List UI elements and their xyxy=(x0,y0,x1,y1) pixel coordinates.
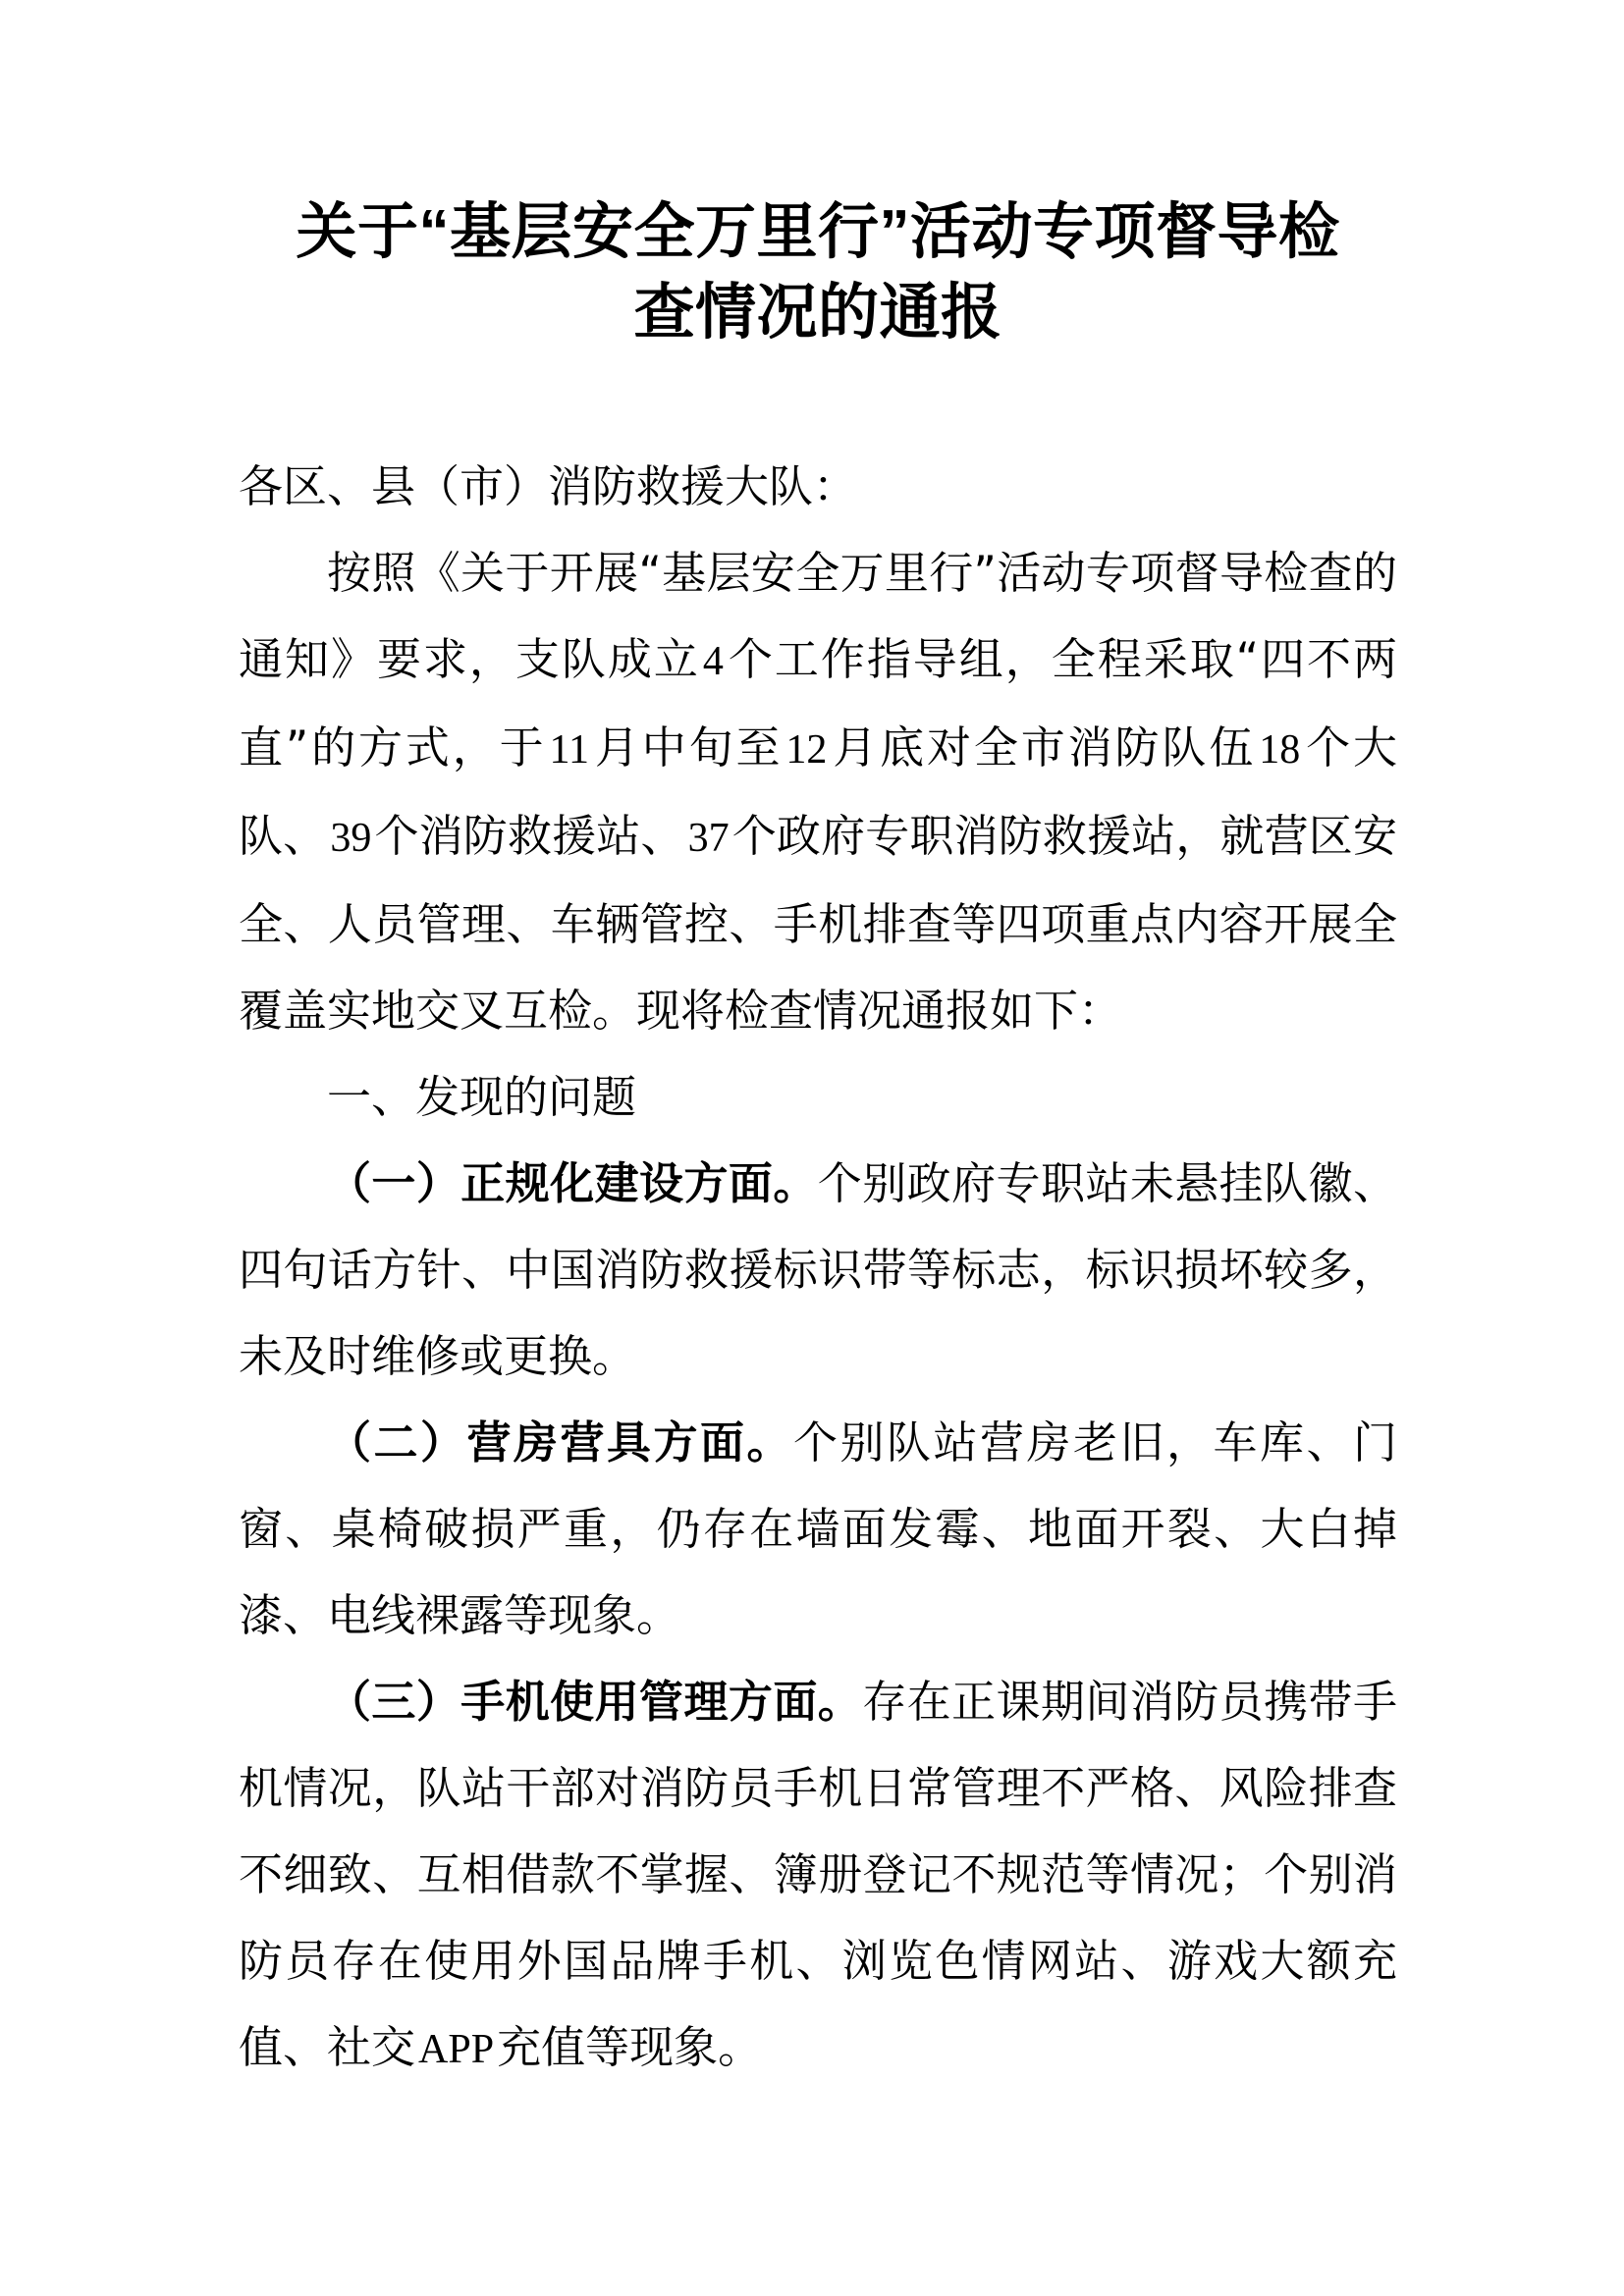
month-end: 12 xyxy=(785,726,828,773)
document-content xyxy=(239,0,1397,2093)
intro-text-g: 个政府专职消防救援站，就营区安全、人员管理、车辆管控、手机排查等四项重点内容开展全覆盖实地交叉互检。现将检查情况通报如下： xyxy=(239,809,1397,1037)
month-start: 11 xyxy=(549,726,589,773)
app-term: APP xyxy=(418,2026,495,2072)
intro-text-f: 个消防救援站、 xyxy=(374,809,685,862)
intro-text-a: 按照《关于开展“基层安全万里行”活动专项督导检查的通知》要求，支队成立 xyxy=(239,546,1397,685)
item-three-text-a: 存在正课期间消防员携带手机情况，队站干部对消防员手机日常管理不严格、风险排查不细致、互相借款不掌握、簿册登记不规范等情况；个别消防员存在使用外国品牌手机、浏览色情网站、游戏大额充值、社交 xyxy=(239,1675,1397,2073)
intro-text-b: 个工作指导组，全程采取“四不两直”的方式，于 xyxy=(239,632,1397,774)
item-one-text: 个别政府专职站未悬挂队徽、四句话方针、中国消防救援标识带等标志，标识损坏较多，未及时维修或更换。 xyxy=(239,1156,1397,1382)
item-three-label: （三）手机使用管理方面。 xyxy=(327,1675,863,1728)
section-heading-one: 一、发现的问题 xyxy=(327,1070,637,1123)
count-brigades: 18 xyxy=(1259,726,1301,773)
count-stations: 39 xyxy=(330,815,372,861)
salutation: 各区、县（市）消防救援大队： xyxy=(239,459,858,512)
intro-paragraph xyxy=(239,530,1397,1054)
item-one-label: （一）正规化建设方面。 xyxy=(327,1156,818,1209)
item-two-text: 个别队站营房老旧，车库、门窗、桌椅破损严重，仍存在墙面发霉、地面开裂、大白掉漆、电线裸露等现象。 xyxy=(239,1415,1397,1641)
count-workgroups: 4 xyxy=(702,638,724,684)
intro-text-e: 个大队、 xyxy=(239,721,1397,862)
item-three xyxy=(239,1659,1397,2093)
item-two xyxy=(239,1400,1397,1659)
count-gov-stations: 37 xyxy=(687,815,730,861)
item-three-text-b: 充值等现象。 xyxy=(497,2020,763,2073)
item-two-label: （二）营房营具方面。 xyxy=(327,1415,793,1468)
page-title xyxy=(239,0,1397,353)
title-line-1: 关于“基层安全万里行”活动专项督导检 xyxy=(296,198,1340,266)
item-one xyxy=(239,1141,1397,1400)
document-body xyxy=(239,444,1397,2093)
intro-text-c: 月中旬至 xyxy=(591,721,784,774)
intro-text-d: 月底对全市消防队伍 xyxy=(830,721,1257,774)
title-line-2: 查情况的通报 xyxy=(633,278,1002,347)
